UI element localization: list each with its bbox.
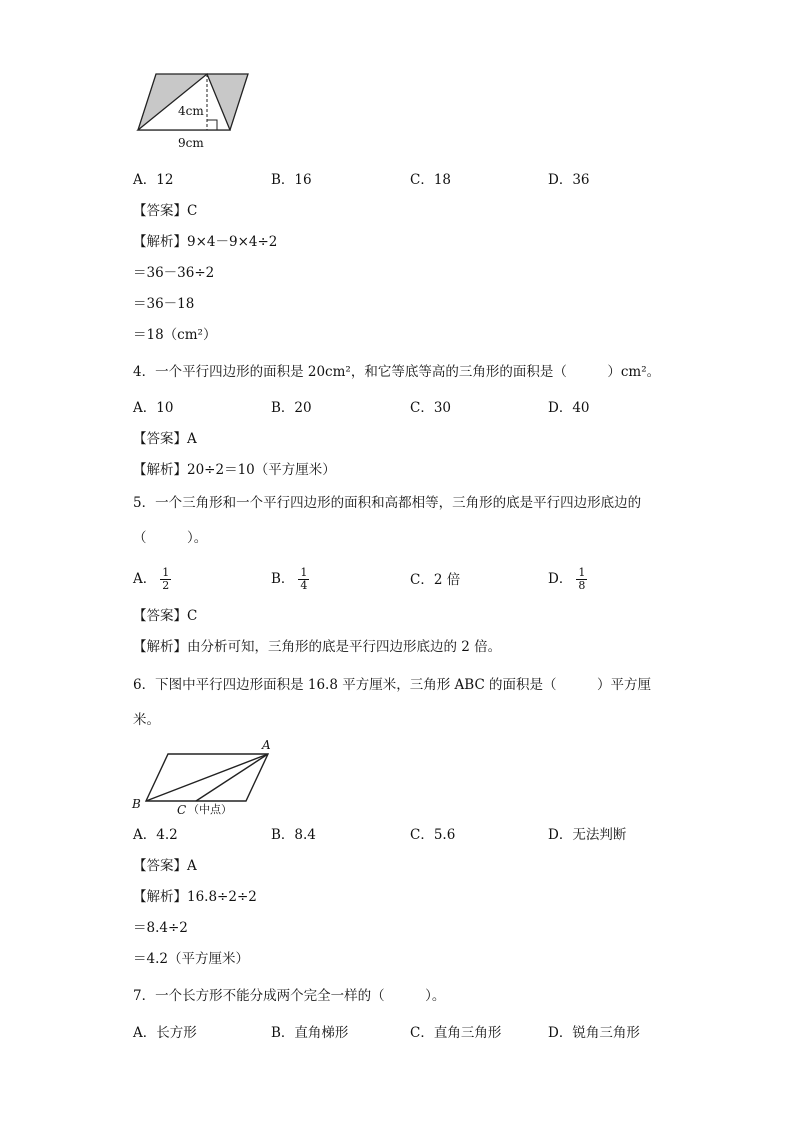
q4-option-a: A．10	[133, 400, 174, 416]
q5-question-line-2: （ ）。	[133, 530, 208, 546]
parallelogram-figure-1	[130, 68, 260, 152]
q6-answer: 【答案】A	[133, 858, 197, 874]
q6-option-a: A．4.2	[133, 827, 178, 843]
q3-answer: 【答案】C	[133, 203, 198, 219]
q4-analysis: 【解析】20÷2＝10（平方厘米）	[133, 462, 336, 478]
label-midpoint: （中点）	[188, 803, 232, 816]
q5-option-a: A． $\frac{1}{2}$	[133, 566, 170, 592]
q5-question-line-1: 5．一个三角形和一个平行四边形的面积和高都相等，三角形的底是平行四边形底边的	[133, 495, 642, 511]
q3-option-b: B．16	[271, 172, 312, 188]
q3-analysis-line-3: ＝36－18	[133, 296, 195, 312]
label-b: B	[132, 797, 141, 811]
fraction-one-quarter: $\frac{1}{4}$	[300, 566, 308, 592]
q5-option-c: C．2 倍	[410, 572, 461, 588]
q6-option-c: C．5.6	[410, 827, 456, 843]
q4-answer: 【答案】A	[133, 431, 197, 447]
base-label: 9cm	[178, 136, 204, 150]
q6-analysis-line-2: ＝8.4÷2	[133, 920, 188, 936]
q7-option-c: C．直角三角形	[410, 1025, 502, 1041]
q6-option-b: B．8.4	[271, 827, 316, 843]
q7-question: 7．一个长方形不能分成两个完全一样的（ ）。	[133, 988, 446, 1004]
label-c: C	[177, 803, 187, 817]
q6-question-line-2: 米。	[133, 712, 160, 728]
q3-analysis-line-4: ＝18（cm²）	[133, 327, 217, 343]
q6-analysis-line-3: ＝4.2（平方厘米）	[133, 951, 249, 967]
q7-option-d: D．锐角三角形	[548, 1025, 640, 1041]
q5-option-d: D． $\frac{1}{8}$	[548, 566, 586, 592]
q3-option-d: D．36	[548, 172, 590, 188]
q6-analysis-line-1: 【解析】16.8÷2÷2	[133, 889, 257, 905]
q4-option-b: B．20	[271, 400, 312, 416]
height-label: 4cm	[178, 104, 204, 118]
q5-analysis: 【解析】由分析可知，三角形的底是平行四边形底边的 2 倍。	[133, 639, 502, 655]
fraction-one-half: $\frac{1}{2}$	[162, 566, 170, 592]
fraction-one-eighth: $\frac{1}{8}$	[578, 566, 586, 592]
q3-option-c: C．18	[410, 172, 452, 188]
parallelogram-figure-2	[128, 738, 278, 820]
q3-analysis-line-1: 【解析】9×4－9×4÷2	[133, 234, 278, 250]
q3-option-a: A．12	[133, 172, 174, 188]
q4-option-d: D．40	[548, 400, 590, 416]
q6-option-d: D．无法判断	[548, 827, 627, 843]
q7-option-b: B．直角梯形	[271, 1025, 349, 1041]
q5-option-b: B． $\frac{1}{4}$	[271, 566, 308, 592]
label-a: A	[262, 738, 271, 752]
q6-question-line-1: 6．下图中平行四边形面积是 16.8 平方厘米，三角形 ABC 的面积是（ ）平方厘	[133, 677, 652, 693]
q4-option-c: C．30	[410, 400, 452, 416]
q7-option-a: A．长方形	[133, 1025, 197, 1041]
q5-answer: 【答案】C	[133, 608, 198, 624]
q3-analysis-line-2: ＝36－36÷2	[133, 265, 215, 281]
q4-question: 4．一个平行四边形的面积是 20cm²，和它等底等高的三角形的面积是（ ）cm²。	[133, 364, 661, 380]
